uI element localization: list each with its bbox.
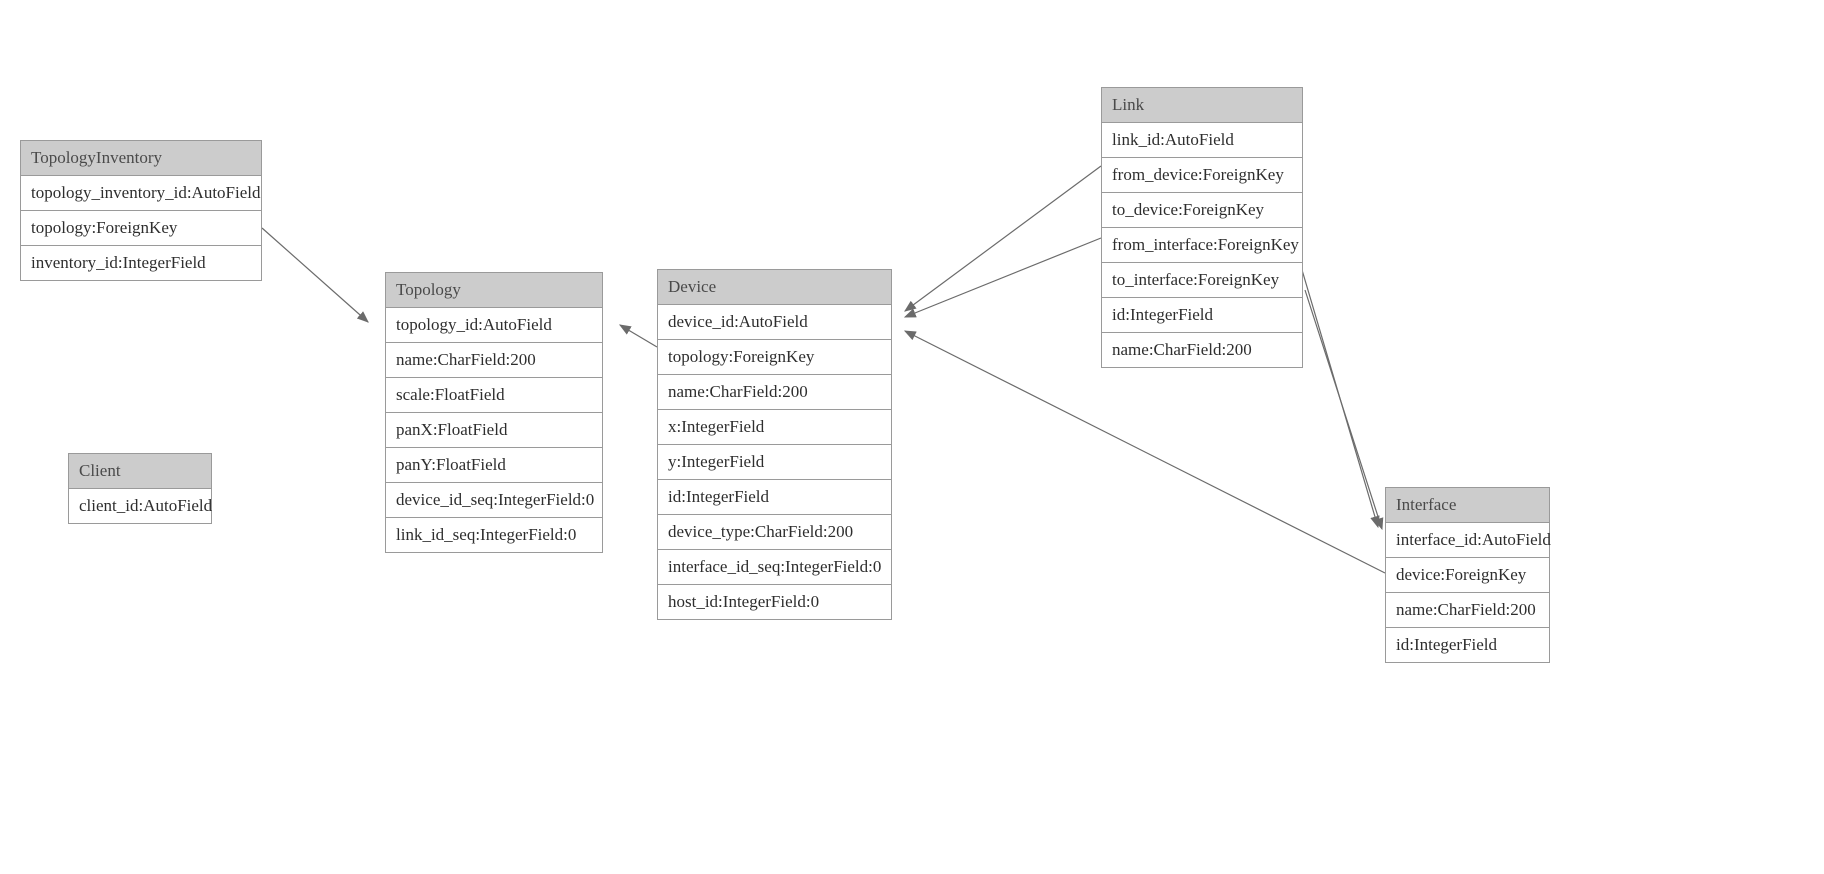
entity-field: link_id:AutoField [1102, 123, 1302, 158]
entity-field: panX:FloatField [386, 413, 602, 448]
entity-field: name:CharField:200 [386, 343, 602, 378]
entity-field: interface_id_seq:IntegerField:0 [658, 550, 891, 585]
entity-field: device:ForeignKey [1386, 558, 1549, 593]
entity-field: id:IntegerField [1396, 635, 1498, 654]
entity-title: Link [1102, 88, 1302, 123]
entity-device[interactable] [657, 269, 892, 620]
entity-field: name:CharField:200 [658, 375, 891, 410]
entity-field: topology_id:AutoField [386, 308, 602, 343]
edge-device-to-topology [620, 325, 657, 347]
edge-link-from_device-to-device [905, 166, 1101, 311]
entity-topologyinventory[interactable] [20, 140, 262, 281]
entity-field: client_id:AutoField [79, 496, 213, 515]
entity-title: Device [658, 270, 891, 305]
edge-link-to_interface-to-interface [1305, 290, 1382, 529]
entity-title: TopologyInventory [21, 141, 261, 176]
entity-field: device_type:CharField:200 [658, 515, 891, 550]
entity-field: id:IntegerField [658, 480, 891, 515]
entity-field: y:IntegerField [658, 445, 891, 480]
edge-link-from_interface-to-interface [1297, 253, 1378, 527]
entity-field: topology:ForeignKey [21, 211, 261, 246]
entity-field: device_id:AutoField [658, 305, 891, 340]
entity-field: link_id_seq:IntegerField:0 [396, 525, 577, 544]
entity-field: topology_inventory_id:AutoField [21, 176, 261, 211]
entity-field: from_device:ForeignKey [1102, 158, 1302, 193]
entity-field: topology:ForeignKey [658, 340, 891, 375]
entity-link[interactable] [1101, 87, 1303, 368]
entity-field: host_id:IntegerField:0 [668, 592, 820, 611]
entity-title: Interface [1386, 488, 1549, 523]
entity-title: Client [69, 454, 211, 489]
entity-field: id:IntegerField [1102, 298, 1302, 333]
entity-field: name:CharField:200 [1386, 593, 1549, 628]
entity-field: panY:FloatField [386, 448, 602, 483]
entity-field: name:CharField:200 [1112, 340, 1252, 359]
entity-field: scale:FloatField [386, 378, 602, 413]
entity-interface[interactable] [1385, 487, 1550, 663]
entity-topology[interactable] [385, 272, 603, 553]
entity-field: x:IntegerField [658, 410, 891, 445]
entity-field: interface_id:AutoField [1386, 523, 1549, 558]
entity-title: Topology [386, 273, 602, 308]
edge-link-to_device-to-device [905, 238, 1101, 317]
entity-field: device_id_seq:IntegerField:0 [386, 483, 602, 518]
entity-field: to_device:ForeignKey [1102, 193, 1302, 228]
edge-topologyinventory-to-topology [262, 228, 368, 322]
entity-field: inventory_id:IntegerField [31, 253, 206, 272]
entity-field: from_interface:ForeignKey [1102, 228, 1302, 263]
entity-field: to_interface:ForeignKey [1102, 263, 1302, 298]
entity-client[interactable] [68, 453, 212, 524]
